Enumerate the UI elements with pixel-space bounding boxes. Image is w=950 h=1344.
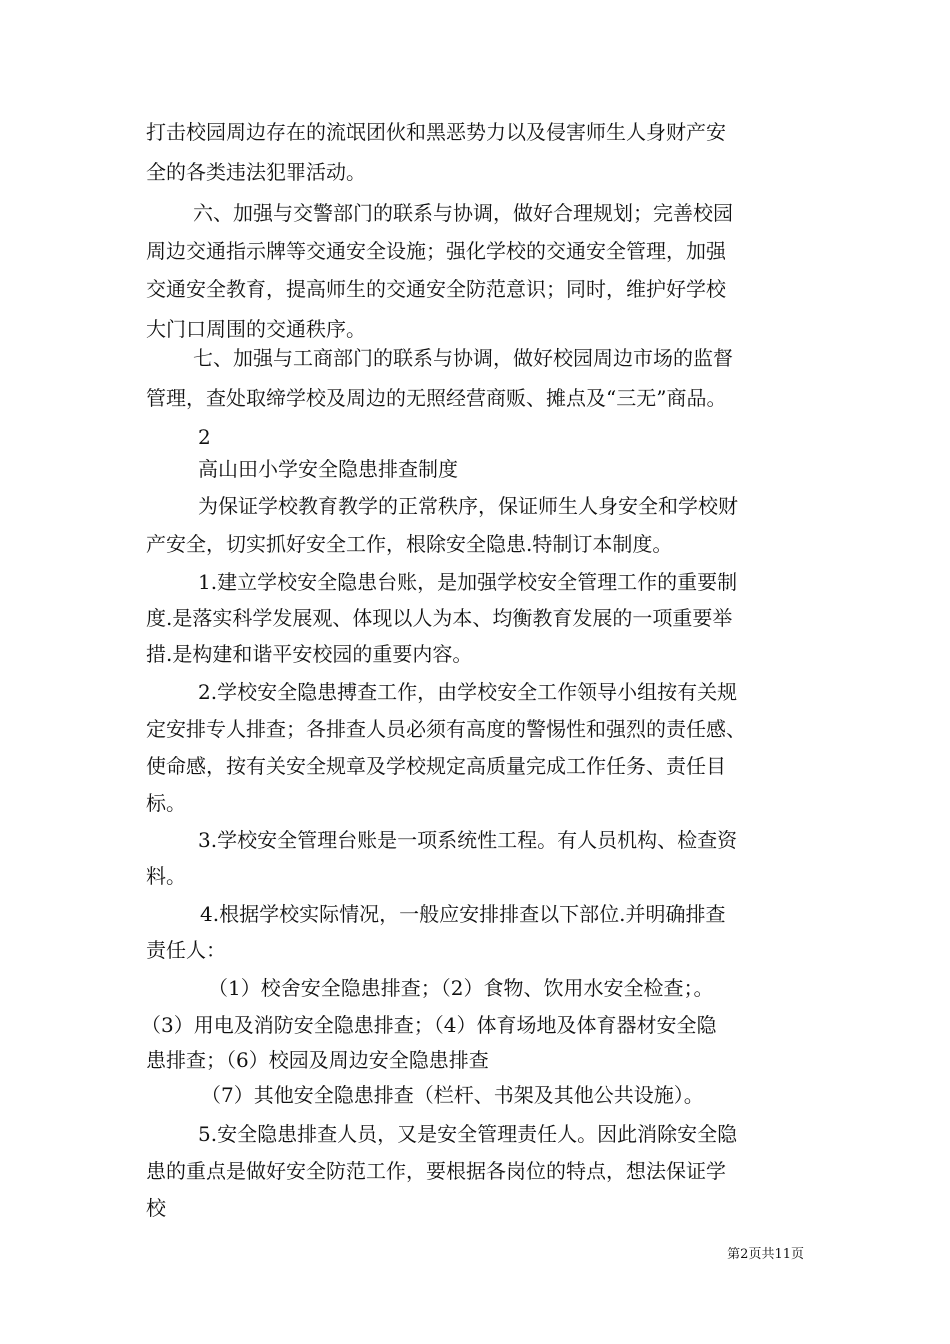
text-line: 七、加强与工商部门的联系与协调，做好校园周边市场的监督 [193, 346, 733, 370]
text-line: （3）用电及消防安全隐患排查；（4）体育场地及体育器材安全隐 [141, 1013, 717, 1037]
text-line: 2.学校安全隐患搏查工作，由学校安全工作领导小组按有关规 [198, 680, 738, 704]
text-line: 为保证学校教育教学的正常秩序，保证师生人身安全和学校财 [198, 494, 738, 518]
text-line: 校 [146, 1196, 166, 1220]
text-line: 1.建立学校安全隐患台账，是加强学校安全管理工作的重要制 [198, 570, 738, 594]
text-line: 患的重点是做好安全防范工作，要根据各岗位的特点，想法保证学 [146, 1159, 726, 1183]
section-title: 高山田小学安全隐患排查制度 [198, 457, 458, 481]
text-line: 责任人： [146, 938, 226, 962]
text-line: 周边交通指示牌等交通安全设施；强化学校的交通安全管理，加强 [146, 239, 726, 263]
text-line: 标。 [146, 791, 186, 815]
text-line: 3.学校安全管理台账是一项系统性工程。有人员机构、检查资 [198, 828, 738, 852]
text-line: 全的各类违法犯罪活动。 [146, 160, 366, 184]
text-line: 使命感，按有关安全规章及学校规定高质量完成工作任务、责任目 [146, 754, 726, 778]
text-line: 产安全，切实抓好安全工作，根除安全隐患.特制订本制度。 [146, 532, 673, 556]
text-line: 料。 [146, 864, 186, 888]
text-line: （7）其他安全隐患排查（栏杆、书架及其他公共设施）。 [201, 1083, 704, 1107]
text-line: 定安排专人排查；各排查人员必须有高度的警惕性和强烈的责任感、 [146, 717, 746, 741]
text-line: （1）校舍安全隐患排查；（2）食物、饮用水安全检查；。 [208, 976, 714, 1000]
text-line: 大门口周围的交通秩序。 [146, 317, 366, 341]
text-line: 交通安全教育，提高师生的交通安全防范意识；同时，维护好学校 [146, 277, 726, 301]
text-line: 措.是构建和谐平安校园的重要内容。 [146, 642, 473, 666]
text-line: 5.安全隐患排查人员，又是安全管理责任人。因此消除安全隐 [198, 1122, 738, 1146]
page-number-marker: 2 [198, 425, 211, 449]
text-line: 4.根据学校实际情况，一般应安排排查以下部位.并明确排查 [200, 902, 726, 926]
text-line: 度.是落实科学发展观、体现以人为本、均衡教育发展的一项重要举 [146, 606, 733, 630]
text-line: 管理，查处取缔学校及周边的无照经营商贩、摊点及“三无”商品。 [146, 386, 727, 410]
text-line: 打击校园周边存在的流氓团伙和黑恶势力以及侵害师生人身财产安 [146, 120, 726, 144]
page-footer: 第2页共11页 [727, 1247, 804, 1262]
text-line: 六、加强与交警部门的联系与协调，做好合理规划；完善校园 [193, 201, 733, 225]
text-line: 患排查；（6）校园及周边安全隐患排查 [146, 1048, 489, 1072]
